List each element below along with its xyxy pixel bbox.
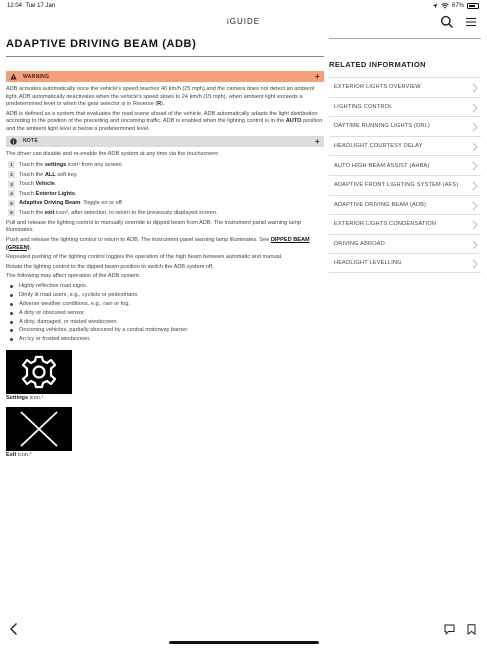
- warning-p1-a: ADB activates automatically once the vehicle's speed reaches 40 km/h (25 mph) and the camera does not detect an ambient light. ADB automatically deactivates when the vehicle's speed slows to 24 km/h (15 mph), when ambient light exceeds a predetermined level or when the gear selector is in Reverse (: [6, 86, 315, 108]
- chevron-right-icon: [472, 161, 478, 171]
- step-text: [19, 191, 77, 197]
- warning-paragraph-activation: [6, 86, 324, 109]
- chevron-right-icon: [472, 103, 478, 113]
- step-text-pre: Touch the: [19, 171, 45, 178]
- related-item[interactable]: [329, 214, 481, 234]
- push-paragraph: [6, 237, 324, 252]
- status-time: [7, 3, 55, 9]
- step-number: 4: [8, 190, 15, 197]
- related-item-label: ADAPTIVE FRONT LIGHTING SYSTEM (AFS): [334, 182, 459, 189]
- step-number: 3: [8, 181, 15, 188]
- status-right: [432, 3, 479, 9]
- step-text-pre: Touch: [19, 190, 36, 197]
- step-number: 1: [8, 161, 15, 168]
- step-item: [6, 199, 324, 209]
- following-paragraph: The following may affect operation of the ADB system:: [6, 273, 141, 280]
- related-information-panel: [329, 38, 481, 273]
- step-text-pre: Touch the: [19, 161, 45, 168]
- warning-p1-reverse: R: [157, 101, 162, 108]
- step-text-pre: Touch the: [19, 209, 45, 216]
- step-text-post: soft key.: [55, 171, 78, 178]
- exit-figure: [6, 407, 324, 458]
- related-item-label: ADAPTIVE DRIVING BEAM (ADB): [334, 201, 427, 208]
- related-item[interactable]: [329, 155, 481, 175]
- warning-p2-c: position and the ambient light level is below a predetermined level.: [6, 118, 323, 132]
- warning-triangle-icon: [10, 73, 17, 80]
- step-text-bold: Exterior Lights: [35, 190, 75, 197]
- exit-caption: [6, 452, 324, 458]
- info-circle-icon: [10, 138, 17, 145]
- list-item: Adverse weather conditions, e.g., rain or fog.: [6, 300, 324, 309]
- step-item: [6, 170, 324, 180]
- status-bar: [0, 0, 487, 12]
- chevron-right-icon: [472, 83, 478, 93]
- push-suffix: .: [29, 244, 32, 251]
- related-item[interactable]: [329, 253, 481, 273]
- step-text-bold: Vehicle: [35, 181, 55, 188]
- related-item-label: EXTERIOR LIGHTS OVERVIEW: [334, 84, 421, 91]
- article: [6, 38, 324, 458]
- step-text-bold: exit: [44, 209, 55, 216]
- related-item-label: DAYTIME RUNNING LIGHTS (DRL): [334, 123, 430, 130]
- step-item: [6, 208, 324, 218]
- step-text-post: : Toggle on or off.: [80, 200, 124, 207]
- chevron-right-icon: [472, 240, 478, 250]
- related-item[interactable]: [329, 77, 481, 97]
- hamburger-menu-icon[interactable]: [465, 16, 477, 28]
- exit-caption-bold: Exit: [6, 452, 17, 459]
- expand-plus-icon[interactable]: +: [315, 72, 320, 81]
- list-item: Highly reflective road signs.: [6, 282, 324, 291]
- related-item-label: LIGHTING CONTROL: [334, 103, 393, 110]
- related-item[interactable]: [329, 116, 481, 136]
- chevron-right-icon: [472, 259, 478, 269]
- warning-p2-auto: AUTO: [285, 118, 302, 125]
- step-text-pre: Touch: [19, 181, 36, 188]
- step-item: [6, 189, 324, 199]
- settings-figure-image: [6, 350, 72, 394]
- search-icon[interactable]: [440, 15, 454, 29]
- warning-paragraph-definition: [6, 111, 324, 134]
- step-number: 2: [8, 171, 15, 178]
- related-title: RELATED INFORMATION: [329, 60, 426, 69]
- settings-caption: [6, 395, 324, 401]
- related-item-label: HEADLIGHT LEVELLING: [334, 260, 402, 267]
- step-number: 5: [8, 200, 15, 207]
- chevron-right-icon: [472, 220, 478, 230]
- list-item: An icy or frosted windscreen.: [6, 335, 324, 344]
- step-text: [19, 162, 123, 168]
- note-label: NOTE: [23, 138, 39, 145]
- related-list: [329, 77, 481, 273]
- step-item: [6, 179, 324, 189]
- app-header: [0, 12, 487, 32]
- rotate-paragraph: Rotate the lighting control to the dipped beam position to switch the ADB system off.: [6, 263, 214, 270]
- related-item[interactable]: [329, 97, 481, 117]
- related-item[interactable]: [329, 136, 481, 156]
- wifi-icon: [441, 3, 449, 9]
- warning-p1-c: ).: [161, 101, 165, 108]
- factors-list: [6, 282, 324, 344]
- step-item: [6, 160, 324, 170]
- step-text: [19, 172, 78, 178]
- related-item-label: AUTO HIGH BEAM ASSIST (AHBA): [334, 162, 430, 169]
- battery-percent: 67%: [451, 3, 464, 9]
- note-intro: The driver can disable and re-enable the ADB system at any time via the touchscreen:: [6, 150, 219, 157]
- step-number: 6: [8, 209, 15, 216]
- related-item-label: EXTERIOR LIGHTS CONDENSATION: [334, 221, 437, 228]
- bookmark-icon[interactable]: [467, 624, 476, 635]
- step-text: [19, 181, 56, 187]
- related-item[interactable]: [329, 234, 481, 254]
- list-item: A dirty, damaged, or misted windscreen.: [6, 318, 324, 327]
- gear-icon: [19, 352, 59, 392]
- settings-caption-bold: Settings: [6, 395, 29, 402]
- chat-icon[interactable]: [444, 624, 455, 635]
- list-item: A dirty or obscured sensor.: [6, 309, 324, 318]
- pull-paragraph: Pull and release the lighting control to manually override to dipped beam from ADB. The instrument panel warning lamp illuminates.: [6, 219, 301, 234]
- dipped-beam-link[interactable]: DIPPED BEAM (GREEN): [6, 236, 310, 251]
- chevron-right-icon: [472, 181, 478, 191]
- app-title: iGUIDE: [226, 17, 261, 26]
- step-text-post: .: [54, 181, 57, 188]
- step-text: [19, 210, 217, 216]
- related-item[interactable]: [329, 175, 481, 195]
- status-clock: 12:04: [7, 3, 23, 9]
- related-item-label: DRIVING ABROAD: [334, 241, 385, 248]
- step-text: [19, 200, 123, 206]
- chevron-right-icon: [472, 201, 478, 211]
- warning-banner[interactable]: [6, 71, 324, 82]
- settings-figure: [6, 350, 324, 401]
- step-text-bold: Adaptive Driving Beam: [19, 200, 81, 207]
- list-item: Dimly lit road users, e.g., cyclists or pedestrians.: [6, 291, 324, 300]
- list-item: Oncoming vehicles, partially obscured by a central motorway barrier.: [6, 326, 324, 335]
- step-text-bold: settings: [44, 161, 67, 168]
- aside-divider: [329, 38, 481, 39]
- step-text-post: .: [74, 190, 77, 197]
- repeated-paragraph: Repeated pushing of the lighting control toggles the operation of the high beam between automatic and manual.: [6, 254, 283, 261]
- chevron-right-icon: [472, 142, 478, 152]
- push-text: Push and release the lighting control to return to ADB. The instrument panel warning lamp illuminates. See: [6, 236, 270, 243]
- chevron-right-icon: [472, 122, 478, 132]
- close-x-icon: [9, 409, 69, 449]
- exit-figure-image: [6, 407, 72, 451]
- settings-caption-rest: icon.¹: [28, 395, 44, 402]
- home-indicator[interactable]: [169, 641, 319, 644]
- steps-list: [6, 160, 324, 218]
- warning-label: WARNING: [23, 73, 50, 80]
- page-title: ADAPTIVE DRIVING BEAM (ADB): [6, 38, 324, 57]
- note-banner[interactable]: [6, 136, 324, 147]
- back-chevron-icon[interactable]: [9, 622, 18, 636]
- related-item[interactable]: [329, 195, 481, 215]
- related-item-label: HEADLIGHT COURTESY DELAY: [334, 143, 423, 150]
- step-text-bold: ALL: [44, 171, 56, 178]
- status-date: Tue 17 Jan: [25, 3, 56, 9]
- warning-p2-a: ADB is defined as a system that evaluates the road scene ahead of the vehicle. ADB automatically adapts the light distribution according to the position of the preceding and oncoming traffic. ADB is enabled when the lighting control is in the: [6, 110, 318, 125]
- location-arrow-icon: [432, 3, 438, 9]
- battery-icon: [467, 3, 479, 9]
- step-text-post: icon¹ from any screen.: [66, 161, 124, 168]
- exit-caption-rest: icon.²: [16, 452, 32, 459]
- step-text-post: icon², after selection, to return to the previously displayed screen.: [54, 209, 218, 216]
- expand-plus-icon[interactable]: +: [315, 136, 320, 146]
